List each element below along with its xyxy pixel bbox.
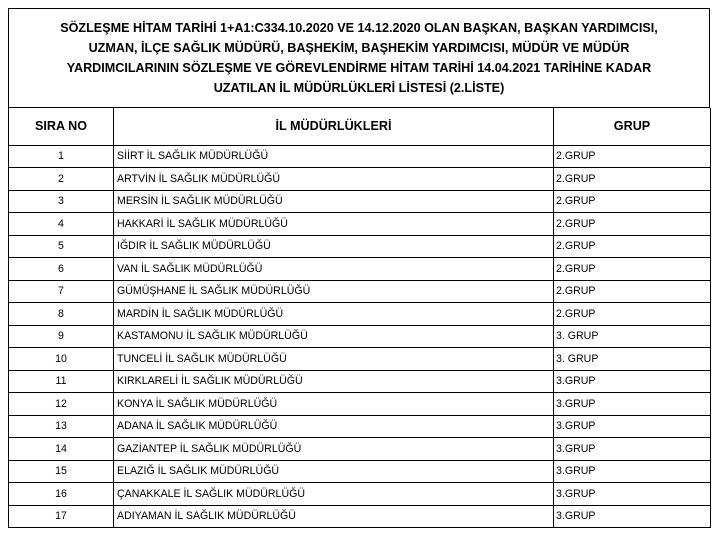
row-group: 2.GRUP — [554, 190, 711, 213]
table-row — [9, 280, 711, 303]
table-row — [9, 393, 711, 416]
table-body — [9, 145, 711, 528]
row-group: 3.GRUP — [554, 393, 711, 416]
row-directorate: TUNCELİ İL SAĞLIK MÜDÜRLÜĞÜ — [114, 348, 554, 371]
row-number: 14 — [9, 438, 114, 461]
table-row — [9, 438, 711, 461]
table-row — [9, 145, 711, 168]
row-group: 3.GRUP — [554, 438, 711, 461]
document-sheet — [8, 8, 710, 528]
row-group: 3. GRUP — [554, 325, 711, 348]
row-group: 2.GRUP — [554, 168, 711, 191]
table-row — [9, 370, 711, 393]
directorates-table — [8, 108, 711, 528]
header-sira-no: SIRA NO — [9, 108, 114, 145]
row-directorate: KIRKLARELİ İL SAĞLIK MÜDÜRLÜĞÜ — [114, 370, 554, 393]
row-number: 4 — [9, 213, 114, 236]
table-row — [9, 483, 711, 506]
row-group: 3.GRUP — [554, 415, 711, 438]
row-number: 10 — [9, 348, 114, 371]
row-number: 13 — [9, 415, 114, 438]
title-line: UZATILAN İL MÜDÜRLÜKLERİ LİSTESİ (2.LİSTE) — [213, 81, 505, 95]
row-number: 8 — [9, 303, 114, 326]
row-directorate: KASTAMONU İL SAĞLIK MÜDÜRLÜĞÜ — [114, 325, 554, 348]
row-number: 7 — [9, 280, 114, 303]
row-group: 3.GRUP — [554, 460, 711, 483]
table-row — [9, 258, 711, 281]
header-il-mudurlukleri: İL MÜDÜRLÜKLERİ — [114, 108, 554, 145]
table-header-row — [9, 108, 711, 145]
title-line: YARDIMCILARININ SÖZLEŞME VE GÖREVLENDİRME HİTAM TARİHİ 14.04.2021 TARİHİNE KADAR — [66, 61, 652, 75]
table-row — [9, 348, 711, 371]
row-group: 3.GRUP — [554, 483, 711, 506]
row-directorate: MARDİN İL SAĞLIK MÜDÜRLÜĞÜ — [114, 303, 554, 326]
row-number: 11 — [9, 370, 114, 393]
row-number: 16 — [9, 483, 114, 506]
table-row — [9, 213, 711, 236]
table-row — [9, 415, 711, 438]
row-group: 2.GRUP — [554, 303, 711, 326]
title-line: SÖZLEŞME HİTAM TARİHİ 1+A1:C334.10.2020 VE 14.12.2020 OLAN BAŞKAN, BAŞKAN YARDIMCISI, — [60, 21, 658, 35]
row-directorate: IĞDIR İL SAĞLIK MÜDÜRLÜĞÜ — [114, 235, 554, 258]
table-row — [9, 235, 711, 258]
row-directorate: ADANA İL SAĞLIK MÜDÜRLÜĞÜ — [114, 415, 554, 438]
row-directorate: HAKKARİ İL SAĞLIK MÜDÜRLÜĞÜ — [114, 213, 554, 236]
row-directorate: GÜMÜŞHANE İL SAĞLIK MÜDÜRLÜĞÜ — [114, 280, 554, 303]
row-group: 3. GRUP — [554, 348, 711, 371]
row-number: 3 — [9, 190, 114, 213]
row-number: 1 — [9, 145, 114, 168]
row-group: 2.GRUP — [554, 258, 711, 281]
row-group: 2.GRUP — [554, 145, 711, 168]
row-number: 17 — [9, 505, 114, 528]
row-number: 5 — [9, 235, 114, 258]
row-directorate: SİİRT İL SAĞLIK MÜDÜRLÜĞÜ — [114, 145, 554, 168]
row-directorate: ARTVİN İL SAĞLIK MÜDÜRLÜĞÜ — [114, 168, 554, 191]
row-directorate: MERSİN İL SAĞLIK MÜDÜRLÜĞÜ — [114, 190, 554, 213]
row-directorate: ELAZIĞ İL SAĞLIK MÜDÜRLÜĞÜ — [114, 460, 554, 483]
row-number: 6 — [9, 258, 114, 281]
row-directorate: VAN İL SAĞLIK MÜDÜRLÜĞÜ — [114, 258, 554, 281]
document-title — [8, 8, 710, 108]
table-row — [9, 168, 711, 191]
row-group: 3.GRUP — [554, 505, 711, 528]
table-row — [9, 505, 711, 528]
table-row — [9, 303, 711, 326]
header-grup: GRUP — [554, 108, 711, 145]
row-number: 2 — [9, 168, 114, 191]
row-group: 2.GRUP — [554, 280, 711, 303]
table-row — [9, 190, 711, 213]
row-directorate: GAZİANTEP İL SAĞLIK MÜDÜRLÜĞÜ — [114, 438, 554, 461]
row-number: 15 — [9, 460, 114, 483]
row-group: 2.GRUP — [554, 213, 711, 236]
table-row — [9, 325, 711, 348]
table-row — [9, 460, 711, 483]
row-group: 2.GRUP — [554, 235, 711, 258]
row-directorate: KONYA İL SAĞLIK MÜDÜRLÜĞÜ — [114, 393, 554, 416]
row-number: 9 — [9, 325, 114, 348]
row-group: 3.GRUP — [554, 370, 711, 393]
row-directorate: ÇANAKKALE İL SAĞLIK MÜDÜRLÜĞÜ — [114, 483, 554, 506]
row-directorate: ADIYAMAN İL SAĞLIK MÜDÜRLÜĞÜ — [114, 505, 554, 528]
row-number: 12 — [9, 393, 114, 416]
title-line: UZMAN, İLÇE SAĞLIK MÜDÜRÜ, BAŞHEKİM, BAŞHEKİM YARDIMCISI, MÜDÜR VE MÜDÜR — [88, 41, 630, 55]
